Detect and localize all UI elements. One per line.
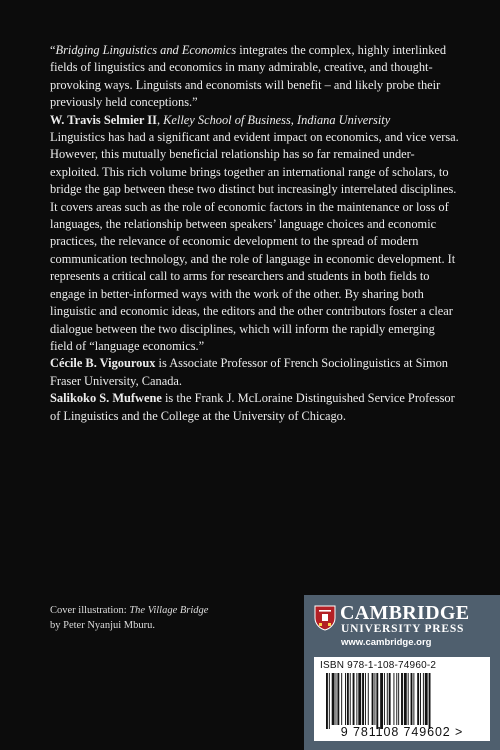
book-title-italic: Bridging Linguistics and Economics xyxy=(55,43,237,57)
editor-bio xyxy=(50,390,460,425)
book-description: Linguistics has had a significant and evident impact on economics, and vice versa. However, this mutually beneficial relationship has so far remained under-exploited. This rich volume brings together an international range of scholars, to bridge the gap between these two distinct but increasingly interrelated disciplines. It covers areas such as the role of economic factors in the maintenance or loss of languages, the relationship between speakers’ language choices and economic practices, the relevance of economic development to the spread of modern communication technology, and the role of language in economic development. It represents a critical call to arms for researchers and students in both fields to engage in better-informed ways with the work of the other. By sharing both linguistic and economic ideas, the editors and the other contributors foster a clear dialogue between the two disciplines, which will inform the rapidly emerging field of “language economics.” xyxy=(50,130,459,353)
endorsement-attribution xyxy=(50,112,460,129)
endorsement-quote xyxy=(50,42,460,129)
open-quote-mark: “ xyxy=(50,43,56,57)
editor-bio-text: is the Frank J. McLoraine Distinguished Service Professor of Linguistics and the College at the University of Chicago. xyxy=(50,391,455,423)
publisher-name: CAMBRIDGE xyxy=(340,602,470,624)
publisher-url: www.cambridge.org xyxy=(341,637,432,648)
endorser-name: W. Travis Selmier II xyxy=(50,112,157,127)
isbn-barcode xyxy=(314,657,490,741)
cover-illustration-credit xyxy=(50,603,280,633)
credit-prefix: Cover illustration: xyxy=(50,605,130,616)
publisher-panel xyxy=(304,595,500,750)
editor-bio-text: is Associate Professor of French Sociolinguistics at Simon Fraser University, Canada. xyxy=(50,356,448,388)
endorsement-text: integrates the complex, highly interlinked fields of linguistics and economics in many admirable, creative, and thought-provoking ways. Linguists and economists will benefit – and likely probe their previously held conceptions.” xyxy=(50,43,447,110)
blurb-column xyxy=(50,42,460,425)
publisher-subtitle: UNIVERSITY PRESS xyxy=(341,623,465,635)
editor-name: Salikoko S. Mufwene xyxy=(50,391,162,406)
barcode-digits: 9 781108 749602 > xyxy=(340,725,464,739)
isbn-number: ISBN 978-1-108-74960-2 xyxy=(320,660,437,671)
editor-name: Cécile B. Vigouroux xyxy=(50,356,156,371)
editor-bio xyxy=(50,355,460,390)
illustration-artist: by Peter Nyanjui Mburu. xyxy=(50,620,155,631)
barcode-bars-icon xyxy=(322,673,482,729)
university-shield-icon xyxy=(314,605,336,631)
endorser-affiliation: , Kelley School of Business, Indiana University xyxy=(156,112,391,127)
illustration-title: The Village Bridge xyxy=(129,605,209,616)
